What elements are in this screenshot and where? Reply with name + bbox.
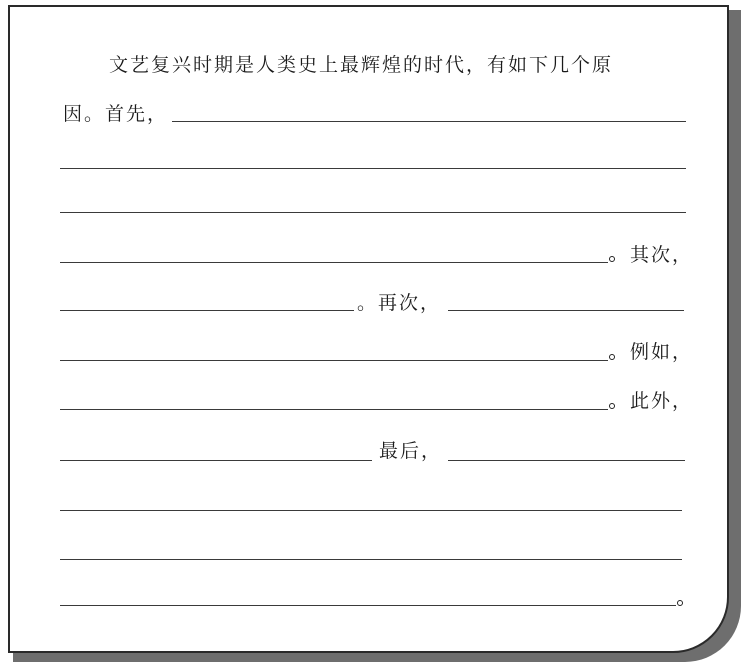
answer-blank-line[interactable] (60, 262, 608, 263)
intro-continuation: 因。首先， (63, 103, 169, 125)
second-label: 其次， (630, 244, 694, 266)
example-label: 例如， (630, 341, 694, 363)
answer-blank-line[interactable] (60, 510, 682, 511)
final-period-mark (677, 600, 683, 606)
answer-blank-line[interactable] (60, 212, 686, 213)
answer-blank-line[interactable] (60, 559, 682, 560)
period-mark (609, 256, 615, 262)
intro-line: 文艺复兴时期是人类史上最辉煌的时代，有如下几个原 (109, 54, 614, 76)
answer-blank-line[interactable] (60, 409, 608, 410)
period-mark (609, 354, 615, 360)
answer-blank-second[interactable] (60, 310, 354, 311)
additionally-label: 此外， (630, 390, 694, 412)
third-label: 。再次， (357, 292, 442, 314)
answer-blank-final[interactable] (448, 460, 685, 461)
answer-blank-line[interactable] (60, 605, 676, 606)
answer-blank-line[interactable] (60, 360, 608, 361)
finally-label: 最后， (379, 440, 443, 462)
answer-blank-line[interactable] (60, 168, 686, 169)
answer-blank-line[interactable] (60, 460, 372, 461)
answer-blank-first[interactable] (172, 121, 686, 122)
answer-blank-third[interactable] (448, 310, 684, 311)
period-mark (609, 403, 615, 409)
